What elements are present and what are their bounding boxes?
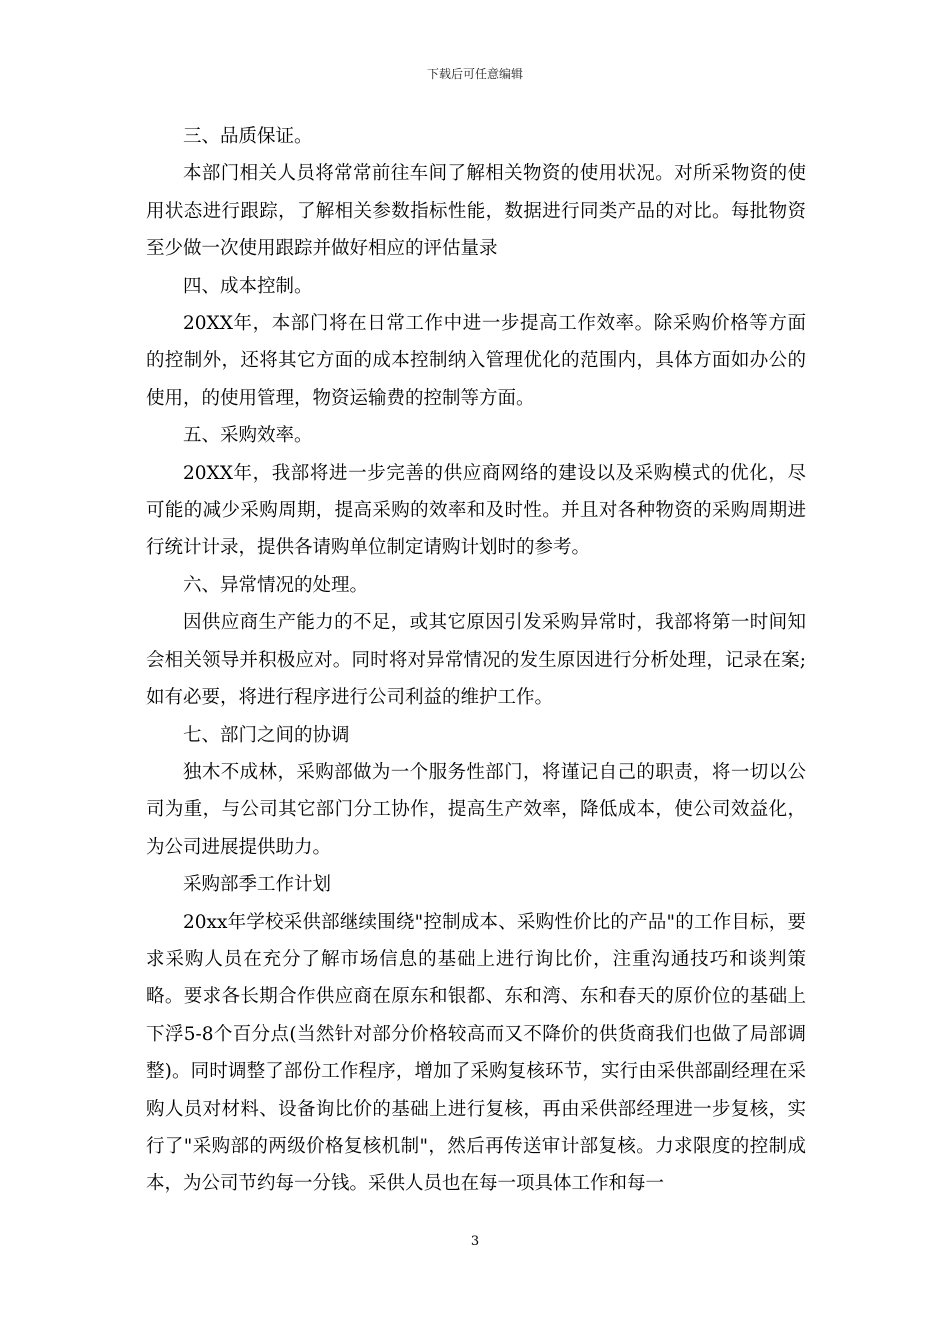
paragraph-cost-control: 20XX年，本部门将在日常工作中进一步提高工作效率。除采购价格等方面的控制外，还将其它方面的成本控制纳入管理优化的范围内，具体方面如办公的使用，的使用管理，物资运输费的控制等方面。	[146, 313, 806, 409]
paragraph-coordination: 独木不成林，采购部做为一个服务性部门，将谨记自己的职责，将一切以公司为重，与公司其它部门分工协作，提高生产效率，降低成本，使公司效益化，为公司进展提供助力。	[146, 761, 806, 858]
section-heading-quarterly-plan: 采购部季工作计划	[183, 874, 332, 896]
paragraph-efficiency: 20XX年，我部将进一步完善的供应商网络的建设以及采购模式的优化，尽可能的减少采购周期，提高采购的效率和及时性。并且对各种物资的采购周期进行统计计录，提供各请购单位制定请购计划时的参考。	[146, 462, 806, 559]
paragraph-quarterly-plan: 20xx年学校采供部继续围绕"控制成本、采购性价比的产品"的工作目标，要求采购人员在充分了解市场信息的基础上进行询比价，注重沟通技巧和谈判策略。要求各长期合作供应商在原东和银都、东和湾、东和春天的原价位的基础上下浮5-8个百分点(当然针对部分价格较高而又不降价的供货商我们也做了局部调整)。同时调整了部份工作程序，增加了采购复核环节，实行由采供部副经理在采购人员对材料、设备询比价的基础上进行复核，再由采供部经理进一步复核，实行了"采购部的两级价格复核机制"，然后再传送审计部复核。力求限度的控制成本，为公司节约每一分钱。采供人员也在每一项具体工作和每一	[146, 911, 806, 1195]
section-heading-quality: 三、品质保证。	[183, 126, 313, 147]
section-heading-exceptions: 六、异常情况的处理。	[183, 574, 369, 596]
paragraph-quality: 本部门相关人员将常常前往车间了解相关物资的使用状况。对所采物资的使用状态进行跟踪，了解相关参数指标性能，数据进行同类产品的对比。每批物资至少做一次使用跟踪并做好相应的评估量录	[146, 163, 806, 260]
section-heading-efficiency: 五、采购效率。	[183, 425, 313, 447]
page-number: 3	[470, 1234, 480, 1249]
section-heading-coordination: 七、部门之间的协调	[183, 724, 350, 746]
paragraph-exceptions: 因供应商生产能力的不足，或其它原因引发采购异常时，我部将第一时间知会相关领导并积极应对。同时将对异常情况的发生原因进行分析处理，记录在案;如有必要，将进行程序进行公司利益的维护工作。	[146, 612, 806, 709]
page-header: 下载后可任意编辑	[426, 67, 523, 81]
document-body	[146, 118, 806, 1203]
section-heading-cost-control: 四、成本控制。	[183, 275, 313, 297]
